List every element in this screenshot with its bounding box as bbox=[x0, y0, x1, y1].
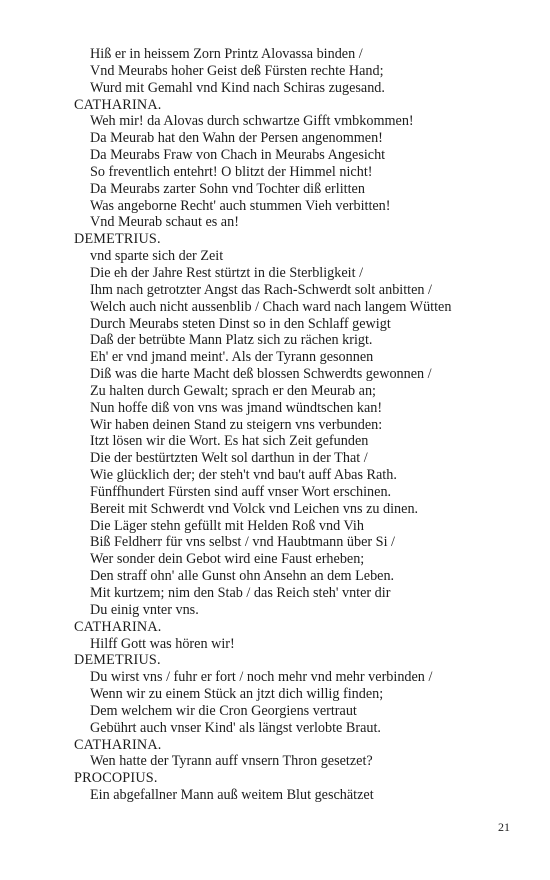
verse-line: Wie glücklich der; der steh't vnd bau't auff Abas Rath. bbox=[90, 467, 397, 484]
verse-line: Die Läger stehn gefüllt mit Helden Roß vnd Vih bbox=[90, 517, 364, 534]
verse-line: Gebührt auch vnser Kind' als längst verlobte Braut. bbox=[90, 719, 381, 736]
verse-line: Durch Meurabs steten Dinst so in den Schlaff gewigt bbox=[90, 315, 391, 332]
verse-line: Zu halten durch Gewalt; sprach er den Meurab an; bbox=[90, 382, 377, 399]
speaker-name: CATHARINA. bbox=[74, 96, 162, 113]
verse-line: Hilff Gott was hören wir! bbox=[90, 635, 235, 652]
drama-text bbox=[74, 46, 514, 804]
verse-line: Dem welchem wir die Cron Georgiens vertraut bbox=[90, 702, 357, 719]
verse-line: Itzt lösen wir die Wort. Es hat sich Zeit gefunden bbox=[90, 433, 369, 450]
verse-line: Was angeborne Recht' auch stummen Vieh verbitten! bbox=[90, 197, 391, 214]
verse-line: Biß Feldherr für vns selbst / vnd Haubtmann über Si / bbox=[90, 534, 395, 551]
verse-line: Da Meurabs zarter Sohn vnd Tochter diß erlitten bbox=[90, 180, 365, 197]
verse-line: Da Meurabs Fraw von Chach in Meurabs Angesicht bbox=[90, 147, 386, 164]
speaker-name: DEMETRIUS. bbox=[74, 652, 161, 669]
verse-line: Die der bestürtzten Welt sol darthun in der That / bbox=[90, 450, 368, 467]
verse-line: Ein abgefallner Mann auß weitem Blut geschätzet bbox=[90, 787, 374, 804]
verse-line: Daß der betrübte Mann Platz sich zu rächen krigt. bbox=[90, 332, 373, 349]
verse-line: Bereit mit Schwerdt vnd Volck vnd Leichen vns zu dinen. bbox=[90, 500, 419, 517]
verse-line: Mit kurtzem; nim den Stab / das Reich steh' vnter dir bbox=[90, 585, 391, 601]
verse-line: Du wirst vns / fuhr er fort / noch mehr vnd mehr verbinden / bbox=[90, 669, 433, 686]
verse-line: Ihm nach getrotzter Angst das Rach-Schwerdt solt anbitten / bbox=[90, 281, 432, 298]
verse-line: Wurd mit Gemahl vnd Kind nach Schiras zugesand. bbox=[90, 79, 385, 96]
verse-line: Wenn wir zu einem Stück an jtzt dich willig finden; bbox=[90, 686, 384, 703]
verse-line: Die eh der Jahre Rest stürtzt in die Sterbligkeit / bbox=[90, 264, 364, 281]
verse-line: Du einig vnter vns. bbox=[90, 601, 199, 618]
speaker-name: CATHARINA. bbox=[74, 736, 162, 753]
verse-line: Wen hatte der Tyrann auff vnsern Thron gesetzet? bbox=[90, 753, 373, 770]
verse-line: Hiß er in heissem Zorn Printz Alovassa binden / bbox=[90, 46, 363, 62]
speaker-name: PROCOPIUS. bbox=[74, 770, 158, 787]
verse-line: Vnd Meurabs hoher Geist deß Fürsten rechte Hand; bbox=[90, 62, 384, 79]
verse-line: Welch auch nicht aussenblib / Chach ward nach langem Wütten bbox=[90, 298, 452, 315]
verse-line: So freventlich entehrt! O blitzt der Himmel nicht! bbox=[90, 163, 373, 180]
speaker-name: CATHARINA. bbox=[74, 618, 162, 635]
verse-line: Wer sonder dein Gebot wird eine Faust erheben; bbox=[90, 551, 365, 568]
speaker-name: DEMETRIUS. bbox=[74, 231, 161, 248]
verse-line: Fünffhundert Fürsten sind auff vnser Wort erschinen. bbox=[90, 483, 392, 500]
verse-line: Wir haben deinen Stand zu steigern vns verbunden: bbox=[90, 416, 383, 433]
verse-line: Weh mir! da Alovas durch schwartze Gifft vmbkommen! bbox=[90, 113, 414, 130]
verse-line: Da Meurab hat den Wahn der Persen angenommen! bbox=[90, 130, 383, 147]
page-number: 21 bbox=[498, 820, 510, 834]
verse-line: Eh' er vnd jmand meint'. Als der Tyrann gesonnen bbox=[90, 349, 374, 366]
verse-line: vnd sparte sich der Zeit bbox=[90, 248, 224, 265]
verse-line: Nun hoffe diß von vns was jmand wündtschen kan! bbox=[90, 399, 383, 416]
verse-line: Den straff ohn' alle Gunst ohn Ansehn an dem Leben. bbox=[90, 568, 395, 585]
verse-line: Vnd Meurab schaut es an! bbox=[90, 214, 239, 231]
verse-line: Diß was die harte Macht deß blossen Schwerdts gewonnen / bbox=[90, 366, 432, 383]
